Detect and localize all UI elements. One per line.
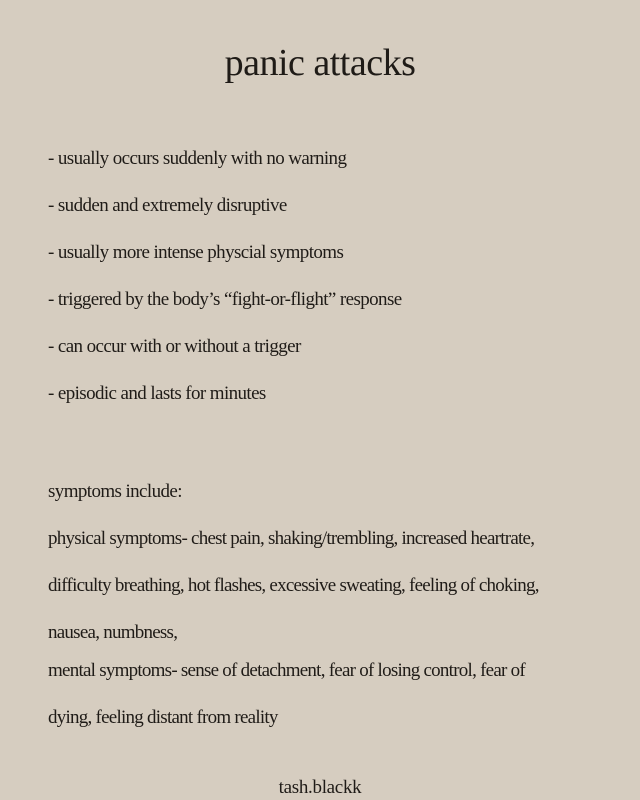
characteristics-list [48,147,608,429]
physical-symptoms-line: physical symptoms- chest pain, shaking/trembling, increased heartrate, [48,528,535,549]
physical-symptoms-line: nausea, numbness, [48,622,178,643]
symptoms-section [48,480,608,730]
mental-symptoms-line: dying, feeling distant from reality [48,707,278,728]
list-item: - sudden and extremely disruptive [48,195,287,216]
page-title: panic attacks [224,42,416,84]
list-item: - can occur with or without a trigger [48,336,301,357]
list-item: - episodic and lasts for minutes [48,383,266,404]
symptoms-heading: symptoms include: [48,481,182,502]
physical-symptoms-line: difficulty breathing, hot flashes, excessive sweating, feeling of choking, [48,575,539,596]
list-item: - triggered by the body’s “fight-or-flight” response [48,289,402,310]
list-item: - usually occurs suddenly with no warning [48,148,347,169]
mental-symptoms-line: mental symptoms- sense of detachment, fear of losing control, fear of [48,660,525,681]
list-item: - usually more intense physcial symptoms [48,242,344,263]
author-credit: tash.blackk [278,777,362,798]
